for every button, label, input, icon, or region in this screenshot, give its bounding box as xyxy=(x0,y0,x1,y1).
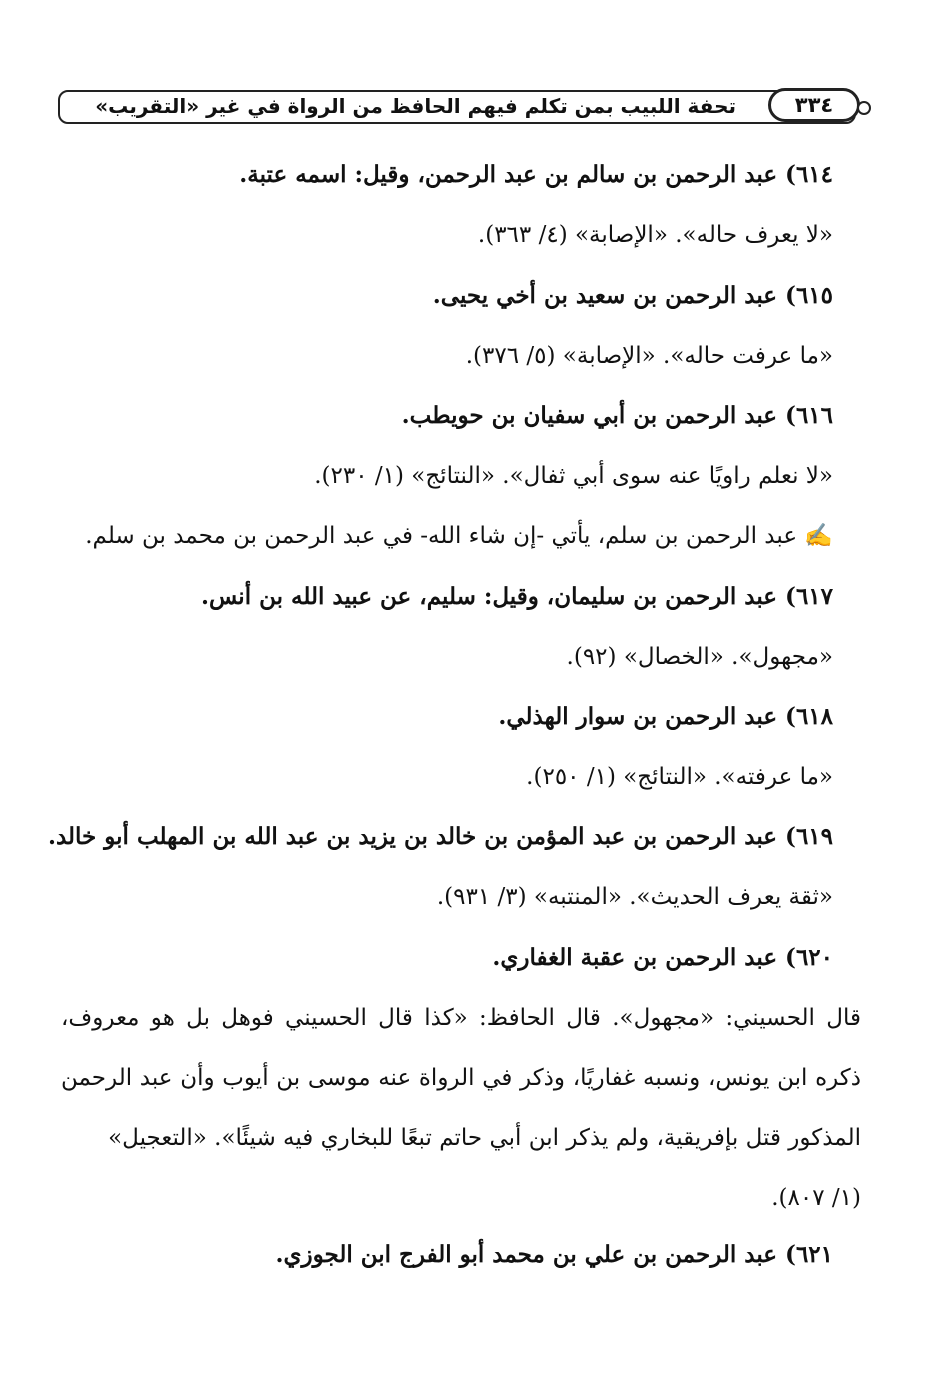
running-header xyxy=(58,90,856,124)
paragraph-citation: (١/ ٨٠٧). xyxy=(771,1185,861,1211)
entry-619-note: «ثقة يعرف الحديث». «المنتبه» (٣/ ٩٣١). xyxy=(436,884,833,910)
entry-620-paragraph xyxy=(61,988,861,1228)
entry-615: ٦١٥) عبد الرحمن بن سعيد بن أخي يحيى. xyxy=(432,282,833,309)
paragraph-text: قال الحسيني: «مجهول». قال الحافظ: «كذا قال الحسيني فوهل بل هو معروف، ذكره ابن يونس، ونسبه غفاريًا، وذكر في الرواة عنه موسى بن أيوب وأن عبد الرحمن المذكور قتل بإفريقية، ولم يذكر ابن أبي حاتم تبعًا للبخاري فيه شيئًا». «التعجيل» xyxy=(61,1005,861,1151)
cross-reference: ✍ عبد الرحمن بن سلم، يأتي -إن شاء الله- في عبد الرحمن بن محمد بن سلم. xyxy=(85,523,833,549)
entry-618: ٦١٨) عبد الرحمن بن سوار الهذلي. xyxy=(498,703,833,730)
entry-614: ٦١٤) عبد الرحمن بن سالم بن عبد الرحمن، وقيل: اسمه عتبة. xyxy=(239,161,833,188)
entry-619: ٦١٩) عبد الرحمن بن عبد المؤمن بن خالد بن يزيد بن عبد الله بن المهلب أبو خالد. xyxy=(47,823,833,850)
entry-618-note: «ما عرفته». «النتائج» (١/ ٢٥٠). xyxy=(526,764,833,790)
entry-616-note: «لا نعلم راويًا عنه سوى أبي ثفال». «النتائج» (١/ ٢٣٠). xyxy=(314,463,833,489)
entry-615-note: «ما عرفت حاله». «الإصابة» (٥/ ٣٧٦). xyxy=(465,343,833,369)
entry-617-note: «مجهول». «الخصال» (٩٢). xyxy=(566,644,833,670)
header-title: تحفة اللبيب بمن تكلم فيهم الحافظ من الرواة في غير «التقريب» xyxy=(95,94,736,118)
page-number: ٣٣٤ xyxy=(768,88,860,122)
entry-617: ٦١٧) عبد الرحمن بن سليمان، وقيل: سليم، عن عبيد الله بن أنس. xyxy=(200,583,833,610)
entry-620: ٦٢٠) عبد الرحمن بن عقبة الغفاري. xyxy=(492,944,833,971)
entry-621: ٦٢١) عبد الرحمن بن علي بن محمد أبو الفرج ابن الجوزي. xyxy=(275,1241,833,1268)
entry-614-note: «لا يعرف حاله». «الإصابة» (٤/ ٣٦٣). xyxy=(477,222,833,248)
entry-616: ٦١٦) عبد الرحمن بن أبي سفيان بن حويطب. xyxy=(401,402,833,429)
